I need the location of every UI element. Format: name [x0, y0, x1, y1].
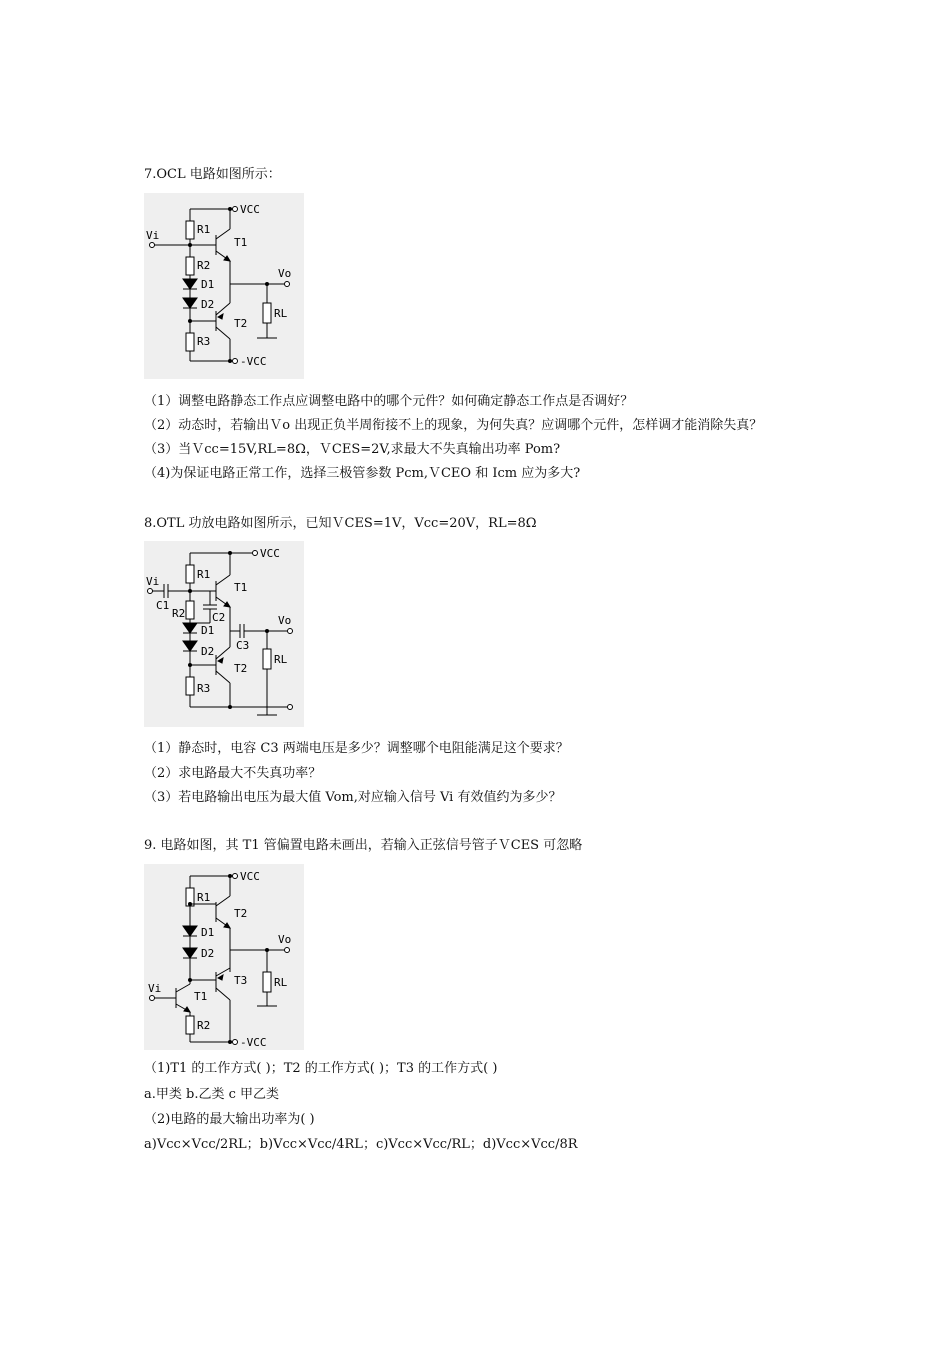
q9-item-2: a.甲类 b.乙类 c 甲乙类 — [144, 1087, 280, 1102]
q8-label-d1: D1 — [201, 624, 215, 637]
q8-circuit-diagram — [144, 541, 304, 727]
q8-label-t2: T2 — [234, 662, 248, 675]
q9-title: 9. 电路如图，其 T1 管偏置电路未画出，若输入正弦信号管子ＶCES 可忽略 — [144, 838, 583, 853]
q9-circuit-diagram — [144, 864, 304, 1050]
q7-title: 7.OCL 电路如图所示： — [144, 167, 281, 182]
q8-label-vi: Vi — [146, 575, 160, 588]
q7-circuit-diagram — [144, 193, 304, 379]
q7-label-r3: R3 — [197, 335, 211, 348]
q8-title: 8.OTL 功放电路如图所示，已知ＶCES=1V，Vcc=20V，RL=8Ω — [144, 516, 537, 531]
q7-item-1: （1）调整电路静态工作点应调整电路中的哪个元件？如何确定静态工作点是否调好？ — [144, 394, 634, 409]
q9-label-rl: RL — [274, 976, 288, 989]
q7-label-r2: R2 — [197, 259, 211, 272]
q9-item-3: （2)电路的最大输出功率为( ) — [144, 1112, 315, 1127]
q9-label-t3: T3 — [234, 974, 248, 987]
q9-label-t2: T2 — [234, 907, 248, 920]
q9-label-d2: D2 — [201, 947, 215, 960]
q7-item-4: （4)为保证电路正常工作，选择三极管参数 Pcm,ＶCEO 和 Icm 应为多大? — [144, 466, 581, 481]
q8-label-rl: RL — [274, 653, 288, 666]
q8-label-vcc: VCC — [260, 547, 280, 560]
q8-label-r3: R3 — [197, 682, 211, 695]
q7-label-r1: R1 — [197, 223, 211, 236]
q8-label-c1: C1 — [156, 599, 170, 612]
q7-label-vo: Vo — [278, 267, 292, 280]
q8-label-c2: C2 — [212, 611, 226, 624]
q8-label-r2: R2 — [172, 607, 186, 620]
q9-label-vo: Vo — [278, 933, 292, 946]
q7-label-d1: D1 — [201, 278, 215, 291]
q8-label-c3: C3 — [236, 639, 250, 652]
q9-label-vi: Vi — [148, 982, 162, 995]
q7-label-neg-vcc: -VCC — [240, 355, 267, 368]
q8-item-2: （2）求电路最大不失真功率？ — [144, 766, 322, 781]
q7-label-rl: RL — [274, 307, 288, 320]
q7-item-3: （3）当Ｖcc=15V,RL=8Ω，ＶCES=2V,求最大不失真输出功率 Pom? — [144, 442, 561, 457]
q9-label-vcc: VCC — [240, 870, 260, 883]
q9-label-r2: R2 — [197, 1019, 211, 1032]
q9-label-r1: R1 — [197, 891, 211, 904]
q7-label-t2: T2 — [234, 317, 248, 330]
q9-label-d1: D1 — [201, 926, 215, 939]
q9-label-neg-vcc: -VCC — [240, 1036, 267, 1049]
q7-item-2: （2）动态时，若输出Ｖo 出现正负半周衔接不上的现象，为何失真？应调哪个元件，怎样调才能消除失真？ — [144, 418, 763, 433]
q8-label-r1: R1 — [197, 568, 211, 581]
q8-item-1: （1）静态时，电容 C3 两端电压是多少？调整哪个电阻能满足这个要求？ — [144, 741, 569, 756]
q8-label-d2: D2 — [201, 645, 215, 658]
q8-label-t1: T1 — [234, 581, 248, 594]
q7-label-d2: D2 — [201, 298, 215, 311]
q9-label-t1: T1 — [194, 990, 208, 1003]
q7-label-t1: T1 — [234, 236, 248, 249]
q8-label-vo: Vo — [278, 614, 292, 627]
q7-label-vi: Vi — [146, 229, 160, 242]
q9-item-4: a)Vcc×Vcc/2RL；b)Vcc×Vcc/4RL；c)Vcc×Vcc/RL；d)Vcc×Vcc/8R — [144, 1137, 578, 1152]
q7-label-vcc: VCC — [240, 203, 260, 216]
q9-item-1: （1)T1 的工作方式( )；T2 的工作方式( )；T3 的工作方式( ) — [144, 1061, 498, 1076]
q8-item-3: （3）若电路输出电压为最大值 Vom,对应输入信号 Vi 有效值约为多少？ — [144, 790, 562, 805]
